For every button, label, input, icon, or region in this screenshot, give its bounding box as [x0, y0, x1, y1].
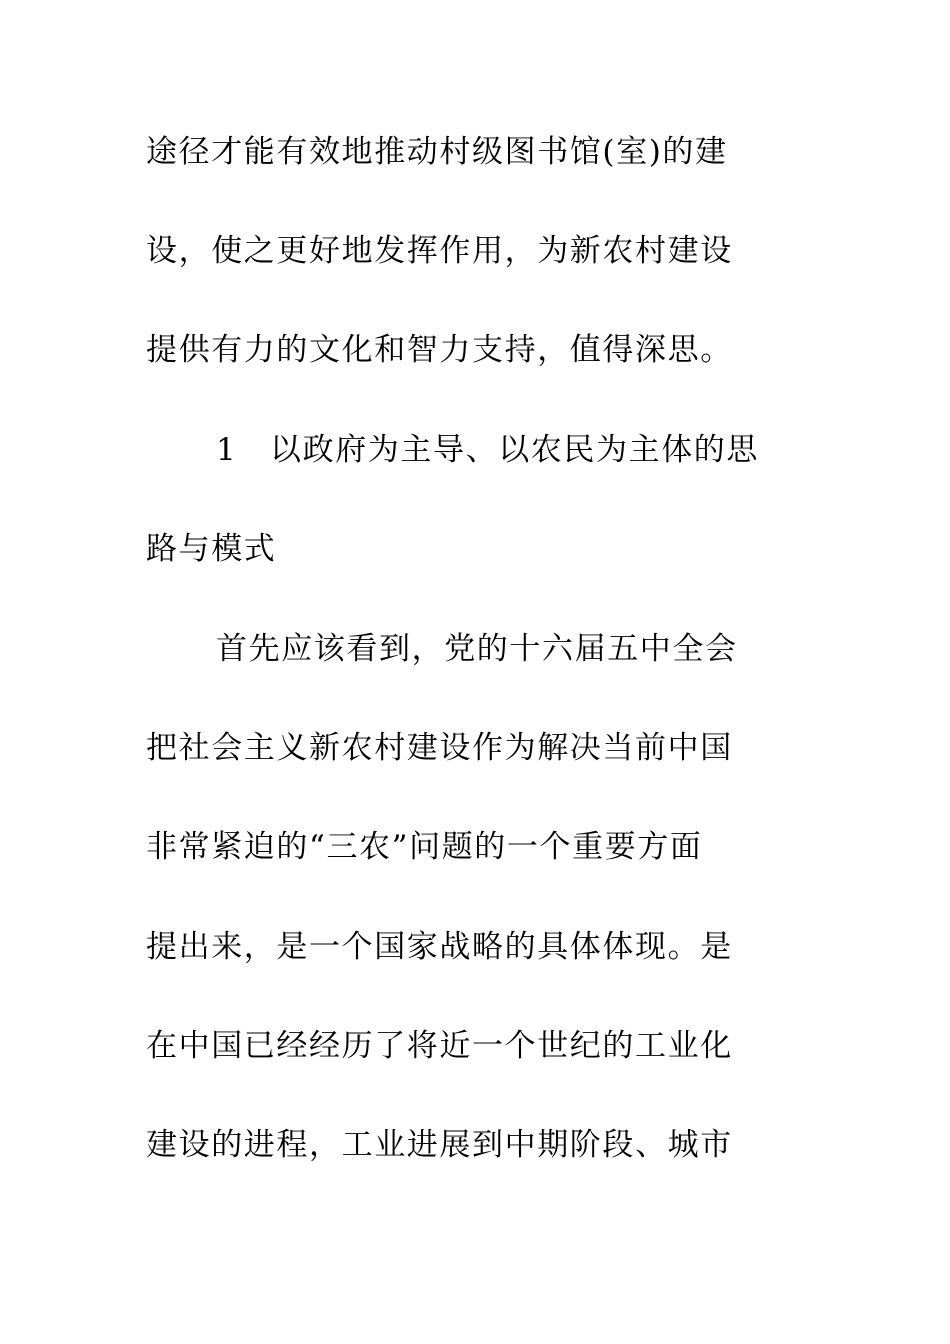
- paragraph-line: 提出来，是一个国家战略的具体体现。是: [146, 929, 733, 965]
- body-text-line: 提供有力的文化和智力支持，值得深思。: [146, 332, 733, 368]
- body-text-line: 途径才能有效地推动村级图书馆(室)的建: [146, 134, 728, 170]
- section-title: 以政府为主导、以农民为主体的思: [270, 432, 759, 468]
- paragraph-line: 把社会主义新农村建设作为解决当前中国: [146, 730, 733, 766]
- paragraph-line: 在中国已经经历了将近一个世纪的工业化: [146, 1028, 733, 1064]
- section-heading: [216, 426, 876, 474]
- paragraph-line: 建设的进程，工业进展到中期阶段、城市: [146, 1127, 733, 1163]
- body-text-line: 设，使之更好地发挥作用，为新农村建设: [146, 233, 733, 269]
- paragraph-line: 首先应该看到，党的十六届五中全会: [216, 631, 738, 667]
- section-title-continued: 路与模式: [146, 531, 277, 567]
- section-number: 1: [216, 432, 238, 468]
- paragraph-line: 非常紧迫的“三农”问题的一个重要方面: [146, 829, 703, 865]
